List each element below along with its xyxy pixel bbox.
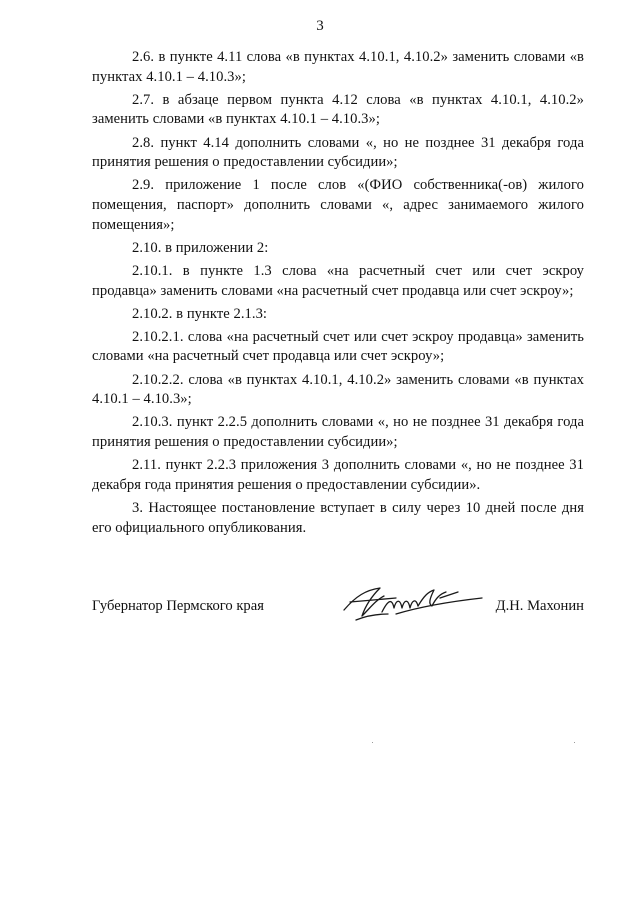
paragraph-2-11: 2.11. пункт 2.2.3 приложения 3 дополнить словами «, но не позднее 31 декабря года принятия решения о предоставлении субсидии». — [92, 457, 584, 493]
paragraph-2-7: 2.7. в абзаце первом пункта 4.12 слова «в пунктах 4.10.1, 4.10.2» заменить словами «в пунктах 4.10.1 – 4.10.3»; — [92, 91, 584, 128]
paragraph-2-8: 2.8. пункт 4.14 дополнить словами «, но не позднее 31 декабря года принятия решения о предоставлении субсидии»; — [92, 134, 584, 171]
handwritten-signature — [336, 578, 486, 628]
signatory-name: Д.Н. Махонин — [495, 598, 584, 614]
page-number: 3 — [316, 18, 324, 34]
scan-speck — [574, 742, 575, 743]
signature-block — [92, 592, 584, 622]
paragraph-2-10-1: 2.10.1. в пункте 1.3 слова «на расчетный счет или счет эскроу продавца» заменить словами «на расчетный счет продавца или счет эскроу»; — [92, 262, 584, 299]
scan-speck — [372, 742, 373, 743]
document-body — [92, 48, 584, 542]
paragraph-2-10-2-1: 2.10.2.1. слова «на расчетный счет или счет эскроу продавца» заменить словами «на расчетный счет продавца или счет эскроу»; — [92, 328, 584, 365]
paragraph-2-10: 2.10. в приложении 2: — [132, 239, 269, 256]
paragraph-2-10-2-2: 2.10.2.2. слова «в пунктах 4.10.1, 4.10.2» заменить словами «в пунктах 4.10.1 – 4.10.3»; — [92, 371, 584, 408]
paragraph-2-9: 2.9. приложение 1 после слов «(ФИО собственника(-ов) жилого помещения, паспорт» дополнить словами «, адрес занимаемого жилого помещения»; — [92, 177, 584, 233]
paragraph-2-10-2: 2.10.2. в пункте 2.1.3: — [132, 305, 268, 322]
paragraph-2-10-3: 2.10.3. пункт 2.2.5 дополнить словами «, но не позднее 31 декабря года принятия решения о предоставлении субсидии»; — [92, 414, 584, 451]
signatory-title: Губернатор Пермского края — [92, 598, 264, 614]
paragraph-2-6: 2.6. в пункте 4.11 слова «в пунктах 4.10.1, 4.10.2» заменить словами «в пунктах 4.10.1 – 4.10.3»; — [92, 49, 584, 85]
paragraph-3: 3. Настоящее постановление вступает в силу через 10 дней после дня его официального опубликования. — [92, 500, 584, 536]
